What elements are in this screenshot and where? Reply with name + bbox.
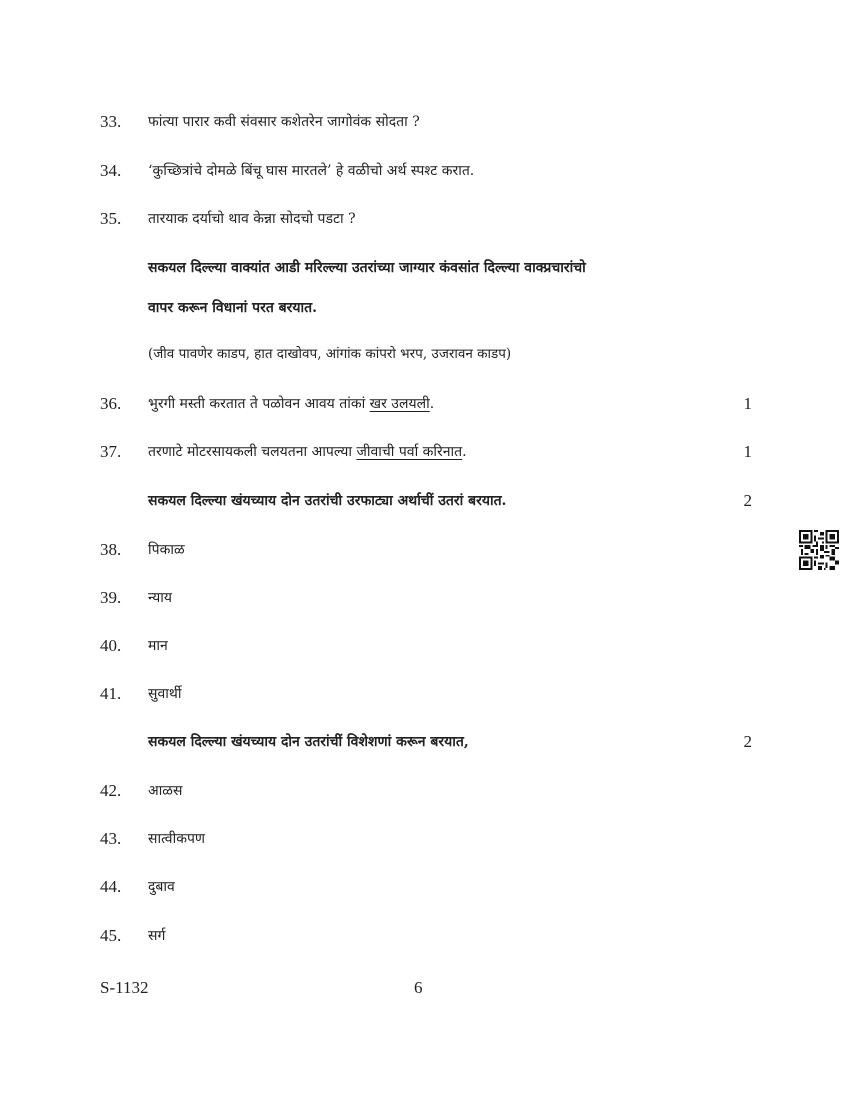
question-number: 40.	[100, 636, 122, 655]
question-36	[0, 390, 850, 418]
adjectives-instruction-row	[0, 728, 850, 756]
question-word: आळस	[148, 783, 183, 799]
sentence-part: भुरगी मस्ती करतात ते पळोवन आवय तांकां	[148, 396, 370, 412]
marks: 1	[743, 394, 752, 413]
question-38	[0, 536, 850, 564]
question-39	[0, 584, 850, 612]
question-text: फांत्या पारार कवी संवसार कशेतरेन जागोवंक सोदता ?	[148, 114, 420, 130]
question-word: दुबाव	[148, 879, 175, 895]
question-word: सर्ग	[148, 928, 166, 944]
question-number: 43.	[100, 829, 122, 848]
question-44	[0, 873, 850, 901]
question-word: सुवार्थी	[148, 686, 182, 702]
question-text: तारयाक दर्याचो थाव केन्ना सोदचो पडटा ?	[148, 211, 356, 227]
question-number: 37.	[100, 442, 122, 461]
question-number: 44.	[100, 877, 122, 896]
question-45	[0, 922, 850, 950]
antonyms-instruction-row	[0, 487, 850, 515]
adjectives-instruction: सकयल दिल्ल्या खंयच्याय दोन उतरांचीं विशेशणां करून बरयात,	[148, 734, 469, 750]
marks: 2	[743, 491, 752, 510]
question-number: 39.	[100, 588, 122, 607]
question-word: सात्वीकपण	[148, 831, 206, 847]
underlined-phrase: जीवाची पर्वा करिनात	[356, 444, 463, 460]
question-34	[0, 157, 850, 185]
question-number: 33.	[100, 112, 122, 131]
question-33	[0, 108, 850, 136]
marks: 2	[743, 732, 752, 751]
question-word: पिकाळ	[148, 542, 185, 558]
question-text: ‘कुच्छित्रांचे दोमळे बिंचू घास मारतले’ हे वळीचो अर्थ स्पश्ट करात.	[148, 163, 475, 179]
question-text	[148, 390, 718, 418]
question-40	[0, 632, 850, 660]
idioms-instruction-line-1: सकयल दिल्ल्या वाक्यांत आडी मरिल्ल्या उतरांच्या जाग्यार कंवसांत दिल्ल्या वाक्प्रचारांचो	[148, 260, 586, 276]
question-number: 34.	[100, 161, 122, 180]
question-number: 41.	[100, 684, 122, 703]
question-number: 36.	[100, 394, 122, 413]
underlined-phrase: खर उलयली	[369, 396, 430, 412]
sentence-part: तरणाटे मोटरसायकली चलयतना आपल्या	[148, 444, 357, 460]
question-43	[0, 825, 850, 853]
question-number: 42.	[100, 781, 122, 800]
question-number: 45.	[100, 926, 122, 945]
qr-code-icon	[799, 530, 839, 570]
question-number: 35.	[100, 209, 122, 228]
question-37	[0, 438, 850, 466]
question-word: मान	[148, 638, 168, 654]
question-number: 38.	[100, 540, 122, 559]
question-42	[0, 777, 850, 805]
sentence-end: .	[429, 396, 435, 412]
sentence-end: .	[462, 444, 467, 460]
idioms-phrase-list: (जीव पावणेर काडप, हात दाखोवप, आंगांक कांपरो भरप, उजरावन काडप)	[148, 346, 512, 362]
idioms-instruction-line-2: वापर करून विधानां परत बरयात.	[148, 300, 318, 316]
antonyms-instruction: सकयल दिल्ल्या खंयच्याय दोन उतरांची उरफाट्या अर्थाचीं उतरां बरयात.	[148, 493, 507, 509]
marks: 1	[743, 442, 752, 461]
question-35	[0, 205, 850, 233]
question-word: न्याय	[148, 590, 172, 606]
paper-code: S-1132	[100, 978, 149, 997]
page-number: 6	[414, 978, 423, 997]
question-41	[0, 680, 850, 708]
question-text	[148, 438, 718, 466]
